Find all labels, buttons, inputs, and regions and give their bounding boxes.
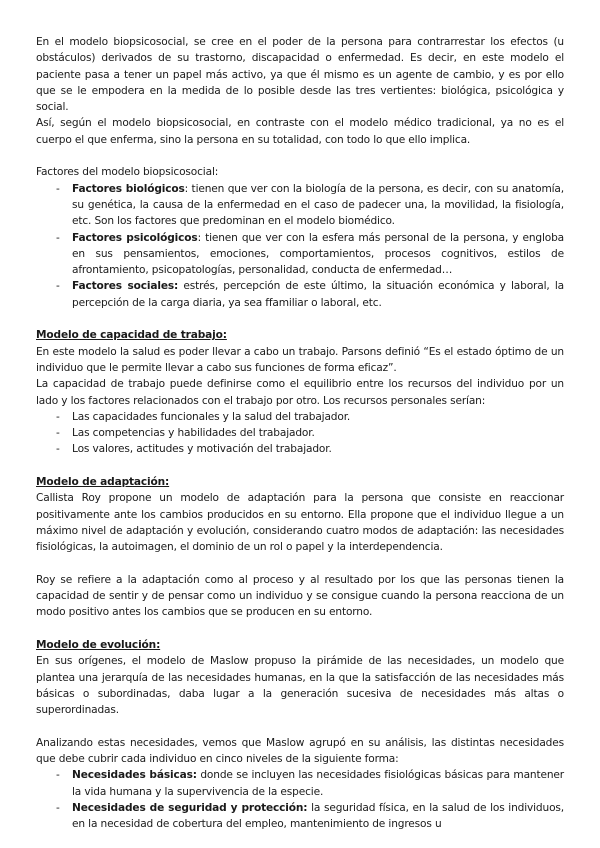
list-item-text: Las competencias y habilidades del trabajador. [72, 427, 315, 440]
intro-paragraph-1: En el modelo biopsicosocial, se cree en el poder de la persona para contrarrestar los efectos (u obstáculos) derivados de su trastorno, discapacidad o enfermedad. Es decir, en este modelo el paciente pasa a tener un papel más activo, ya que él mismo es un agente de cambio, y es por ello que se le empodera en la medida de lo posible desde las tres vertientes: biológica, psicológica y social. [36, 36, 564, 114]
list-item-text: : tienen que ver con la esfera más personal de la persona, y engloba en sus pensamientos, emociones, comportamientos, procesos cognitivos, estilos de afrontamiento, psicopatologías, personalidad, conducta de enfermedad… [72, 231, 564, 277]
adaptacion-paragraph-1: Callista Roy propone un modelo de adaptación para la persona que consiste en reaccionar positivamente ante los cambios producidos en su entorno. Ella propone que el individuo llegue a un máximo nivel de adaptación y evolución, considerando cuatro modos de adaptación: las necesidades fisiológicas, la autoimagen, el dominio de un rol o papel y la interdependencia. [36, 492, 564, 554]
section-title-adaptacion: Modelo de adaptación: [36, 476, 170, 489]
list-item-term: Factores biológicos [72, 182, 185, 195]
document-page [36, 34, 564, 833]
list-item: - Las capacidades funcionales y la salud del trabajador. [56, 410, 351, 423]
list-item-text: la seguridad física, en la salud de los individuos, en la necesidad de cobertura del empleo, mantenimiento de ingresos u [72, 801, 564, 831]
evolucion-paragraph-1: En sus orígenes, el modelo de Maslow propuso la pirámide de las necesidades, un modelo que plantea una jerarquía de las necesidades humanas, en la que la satisfacción de las necesidades más básicas o subordinadas, daba lugar a la generación sucesiva de necesidades más altas o superordinadas. [36, 655, 564, 717]
section-title-capacidad: Modelo de capacidad de trabajo: [36, 329, 227, 342]
capacidad-paragraph-1: En este modelo la salud es poder llevar a cabo un trabajo. Parsons definió “Es el estado óptimo de un individuo que le permite llevar a cabo sus funciones de forma eficaz”. [36, 345, 564, 374]
intro-paragraph-2: Así, según el modelo biopsicosocial, en contraste con el modelo médico tradicional, ya no es el cuerpo el que enferma, sino la persona en su totalidad, con todo lo que ello implica. [36, 117, 564, 146]
list-item: - Los valores, actitudes y motivación del trabajador. [56, 443, 332, 456]
list-item-text: : tienen que ver con la biología de la persona, es decir, con su anatomía, su genética, la causa de la enfermedad en el caso de padecer una, la movilidad, la fisiología, etc. Son los factores que predominan en el modelo biomédico. [72, 182, 564, 228]
factores-list [36, 181, 564, 311]
list-item-term: Factores sociales: [72, 280, 179, 293]
list-item: - Factores sociales: estrés, percepción de este último, la situación económica y laboral, la percepción de la carga diaria, ya sea ffamiliar o laboral, etc. [56, 280, 564, 309]
list-item-text: Los valores, actitudes y motivación del trabajador. [72, 443, 332, 456]
list-item-term: Necesidades básicas: [72, 769, 197, 782]
list-item-term: Factores psicológicos [72, 231, 198, 244]
section-title-evolucion: Modelo de evolución: [36, 638, 161, 651]
list-item: - Factores psicológicos: tienen que ver con la esfera más personal de la persona, y engloba en sus pensamientos, emociones, comportamientos, procesos cognitivos, estilos de afrontamiento, psicopatologías, personalidad, conducta de enfermedad… [56, 231, 564, 277]
list-item-text: Las capacidades funcionales y la salud del trabajador. [72, 410, 351, 423]
factores-heading: Factores del modelo biopsicosocial: [36, 166, 219, 179]
list-item-text: donde se incluyen las necesidades fisiológicas básicas para mantener la vida humana y la supervivencia de la especie. [72, 769, 564, 798]
list-item: - Necesidades básicas: donde se incluyen las necesidades fisiológicas básicas para mantener la vida humana y la supervivencia de la especie. [56, 769, 564, 798]
capacidad-paragraph-2: La capacidad de trabajo puede definirse como el equilibrio entre los recursos del individuo por un lado y los factores relacionados con el trabajo por otro. Los recursos personales serían: [36, 378, 564, 407]
list-item: - Necesidades de seguridad y protección: la seguridad física, en la salud de los individuos, en la necesidad de cobertura del empleo, mantenimiento de ingresos u [56, 801, 564, 831]
capacidad-list [36, 409, 564, 458]
list-item: - Las competencias y habilidades del trabajador. [56, 427, 315, 440]
evolucion-paragraph-2: Analizando estas necesidades, vemos que Maslow agrupó en su análisis, las distintas necesidades que debe cubrir cada individuo en cinco niveles de la siguiente forma: [36, 736, 564, 766]
list-item-text: estrés, percepción de este último, la situación económica y laboral, la percepción de la carga diaria, ya sea ffamiliar o laboral, etc. [72, 280, 564, 309]
evolucion-list [36, 767, 564, 832]
list-item: - Factores biológicos: tienen que ver con la biología de la persona, es decir, con su anatomía, su genética, la causa de la enfermedad en el caso de padecer una, la movilidad, la fisiología, etc. Son los factores que predominan en el modelo biomédico. [56, 182, 564, 228]
adaptacion-paragraph-2: Roy se refiere a la adaptación como al proceso y al resultado por los que las personas tienen la capacidad de sentir y de pensar como un individuo y se consigue cuando la persona reacciona de un modo positivo antes los cambios que se producen en su entorno. [36, 573, 564, 619]
list-item-term: Necesidades de seguridad y protección: [72, 801, 308, 814]
